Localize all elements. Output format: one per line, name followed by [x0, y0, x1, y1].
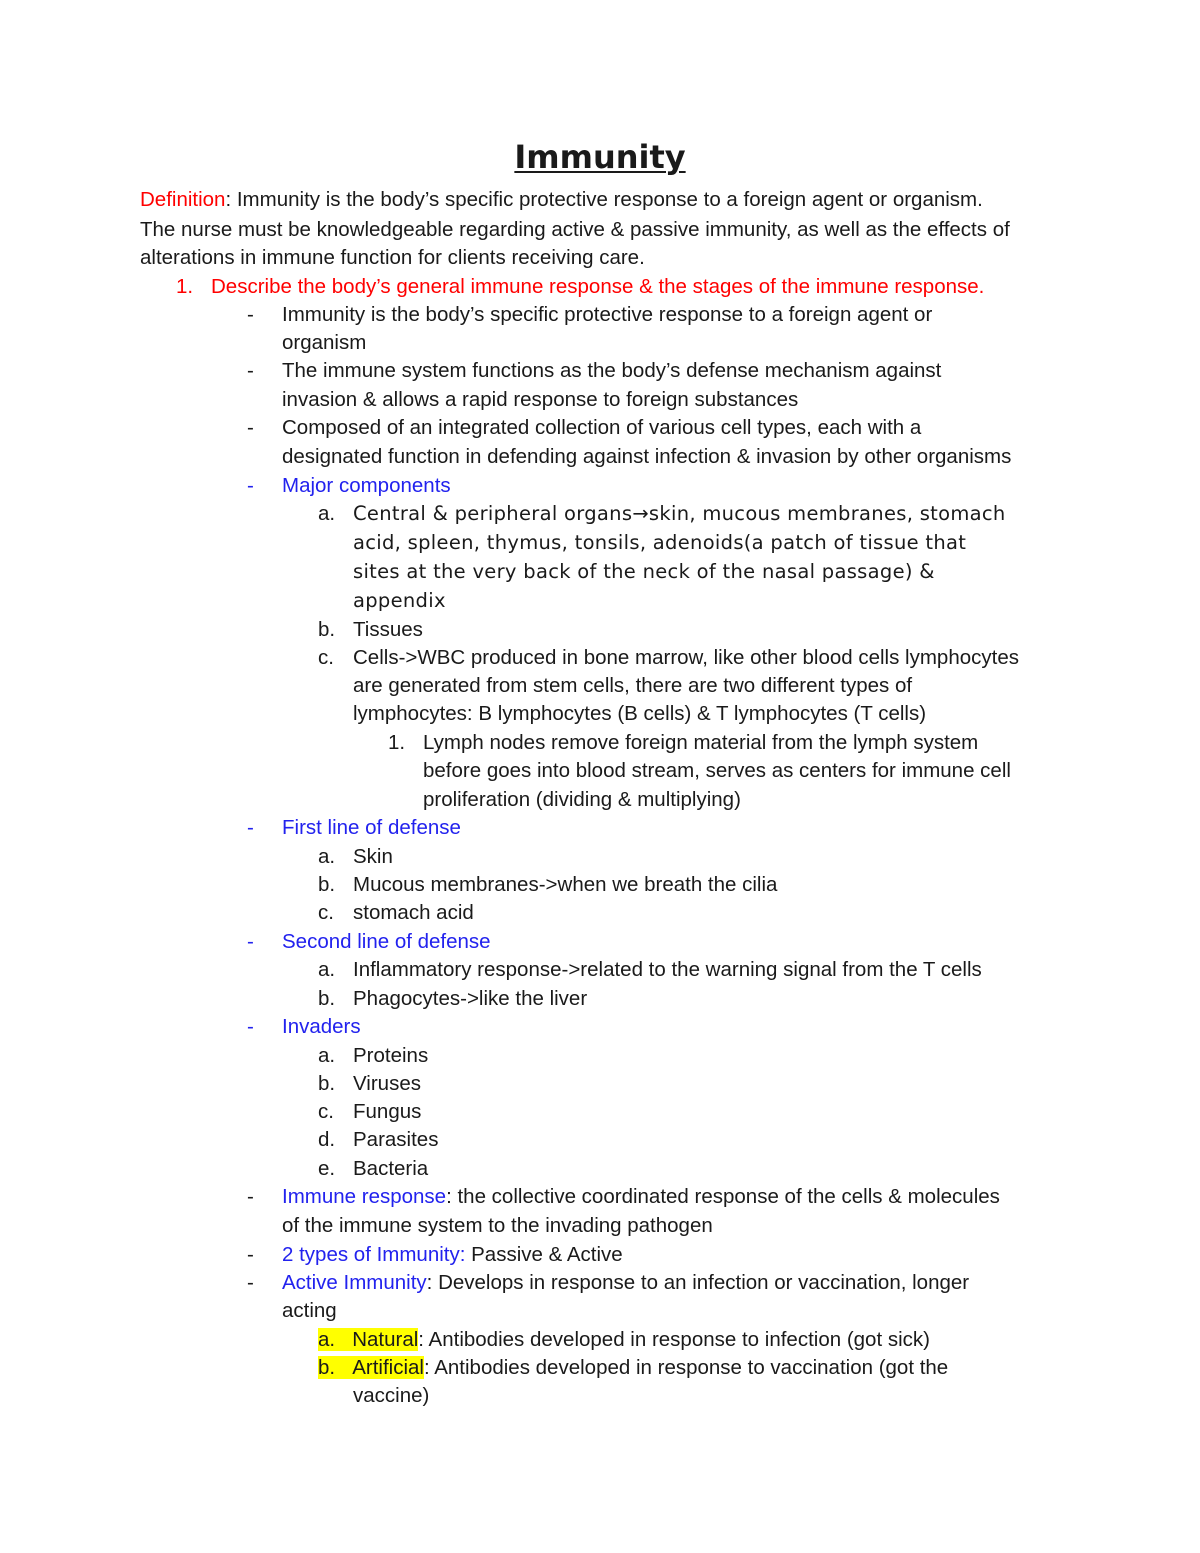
bullet-1-line-1: Immunity is the body’s specific protective response to a foreign agent or	[282, 303, 933, 326]
major-a-line-2: acid, spleen, thymus, tonsils, adenoids(a patch of tissue that	[353, 531, 967, 554]
dash-marker: -	[247, 359, 254, 382]
natural-text: : Antibodies developed in response to infection (got sick)	[418, 1328, 930, 1351]
active-term: Active Immunity	[282, 1271, 427, 1294]
major-c-line-3: lymphocytes: B lymphocytes (B cells) & T lymphocytes (T cells)	[353, 702, 927, 725]
list-marker: c.	[318, 646, 334, 669]
list-item: Parasites	[353, 1128, 439, 1151]
page-title: Immunity	[514, 138, 686, 176]
list-marker: b.	[318, 618, 336, 641]
immune-response-line-2: of the immune system to the invading pathogen	[282, 1214, 713, 1237]
dash-marker: -	[247, 1271, 254, 1294]
major-c-line-1: Cells->WBC produced in bone marrow, like other blood cells lymphocytes	[353, 646, 1019, 669]
major-c1-line-1: Lymph nodes remove foreign material from the lymph system	[423, 731, 979, 754]
major-c1-line-3: proliferation (dividing & multiplying)	[423, 788, 741, 811]
artificial-term: Artificial	[352, 1356, 424, 1379]
list-marker: a.	[318, 845, 336, 868]
list-marker: a.	[318, 1044, 336, 1067]
types-text: Passive & Active	[465, 1243, 623, 1266]
list-marker: e.	[318, 1157, 336, 1180]
immune-response-line-1	[282, 1183, 1000, 1211]
list-item: stomach acid	[353, 901, 474, 924]
major-a-line-4: appendix	[353, 589, 446, 612]
dash-marker: -	[247, 416, 254, 439]
dash-marker: -	[247, 816, 254, 839]
natural-term: Natural	[352, 1328, 419, 1351]
objective-number: 1.	[176, 275, 194, 298]
list-item: Viruses	[353, 1072, 421, 1095]
second-line-heading: Second line of defense	[282, 930, 491, 953]
list-marker: a.	[318, 502, 336, 525]
list-marker: b.	[318, 1072, 336, 1095]
first-line-heading: First line of defense	[282, 816, 461, 839]
active-line-1	[282, 1269, 969, 1297]
list-marker: b.	[318, 987, 336, 1010]
highlighted-marker	[318, 1356, 424, 1379]
immune-response-term: Immune response	[282, 1185, 447, 1208]
list-item: Proteins	[353, 1044, 429, 1067]
definition-line-2: The nurse must be knowledgeable regarding active & passive immunity, as well as the effects of	[140, 218, 1010, 241]
major-b-text: Tissues	[353, 618, 423, 641]
artificial-text: : Antibodies developed in response to vaccination (got the	[423, 1356, 949, 1379]
types-term: 2 types of Immunity:	[282, 1243, 466, 1266]
invaders-heading: Invaders	[282, 1015, 361, 1038]
major-a-line-1: Central & peripheral organs→skin, mucous membranes, stomach	[353, 502, 1006, 525]
list-marker: c.	[318, 1100, 334, 1123]
bullet-2-line-1: The immune system functions as the body’s defense mechanism against	[282, 359, 942, 382]
list-item: Fungus	[353, 1100, 422, 1123]
dash-marker: -	[247, 1243, 254, 1266]
major-a-line-3: sites at the very back of the neck of the nasal passage) &	[353, 560, 935, 583]
immune-response-text: : the collective coordinated response of the cells & molecules	[446, 1185, 1000, 1208]
definition-line-1	[140, 186, 983, 214]
dash-marker: -	[247, 303, 254, 326]
definition-text: : Immunity is the body’s specific protective response to a foreign agent or organism.	[225, 188, 983, 211]
highlighted-marker	[318, 1328, 418, 1351]
active-artificial-line	[318, 1354, 948, 1382]
list-item: Skin	[353, 845, 393, 868]
list-marker: b.	[318, 873, 336, 896]
bullet-1-line-2: organism	[282, 331, 367, 354]
dash-marker: -	[247, 1185, 254, 1208]
active-line-2: acting	[282, 1299, 337, 1322]
bullet-2-line-2: invasion & allows a rapid response to foreign substances	[282, 388, 799, 411]
list-item: Mucous membranes->when we breath the cilia	[353, 873, 778, 896]
definition-label: Definition	[140, 188, 226, 211]
list-marker: b.	[318, 1356, 336, 1379]
major-components-heading: Major components	[282, 474, 451, 497]
list-marker: a.	[318, 1328, 336, 1351]
dash-marker: -	[247, 930, 254, 953]
major-c1-line-2: before goes into blood stream, serves as centers for immune cell	[423, 759, 1011, 782]
list-item: Phagocytes->like the liver	[353, 987, 588, 1010]
major-c-line-2: are generated from stem cells, there are two different types of	[353, 674, 913, 697]
list-item: Inflammatory response->related to the warning signal from the T cells	[353, 958, 982, 981]
list-marker: a.	[318, 958, 336, 981]
list-marker: d.	[318, 1128, 336, 1151]
objective-text: Describe the body’s general immune response & the stages of the immune response.	[211, 275, 985, 298]
bullet-3-line-2: designated function in defending against infection & invasion by other organisms	[282, 445, 1012, 468]
dash-marker: -	[247, 1015, 254, 1038]
active-artificial-line-2: vaccine)	[353, 1384, 430, 1407]
dash-marker: -	[247, 474, 254, 497]
active-natural-line	[318, 1326, 930, 1354]
types-line	[282, 1241, 623, 1269]
list-marker: 1.	[388, 731, 406, 754]
active-text: : Develops in response to an infection or vaccination, longer	[426, 1271, 970, 1294]
bullet-3-line-1: Composed of an integrated collection of various cell types, each with a	[282, 416, 922, 439]
list-item: Bacteria	[353, 1157, 429, 1180]
list-marker: c.	[318, 901, 334, 924]
definition-line-3: alterations in immune function for clients receiving care.	[140, 246, 645, 269]
